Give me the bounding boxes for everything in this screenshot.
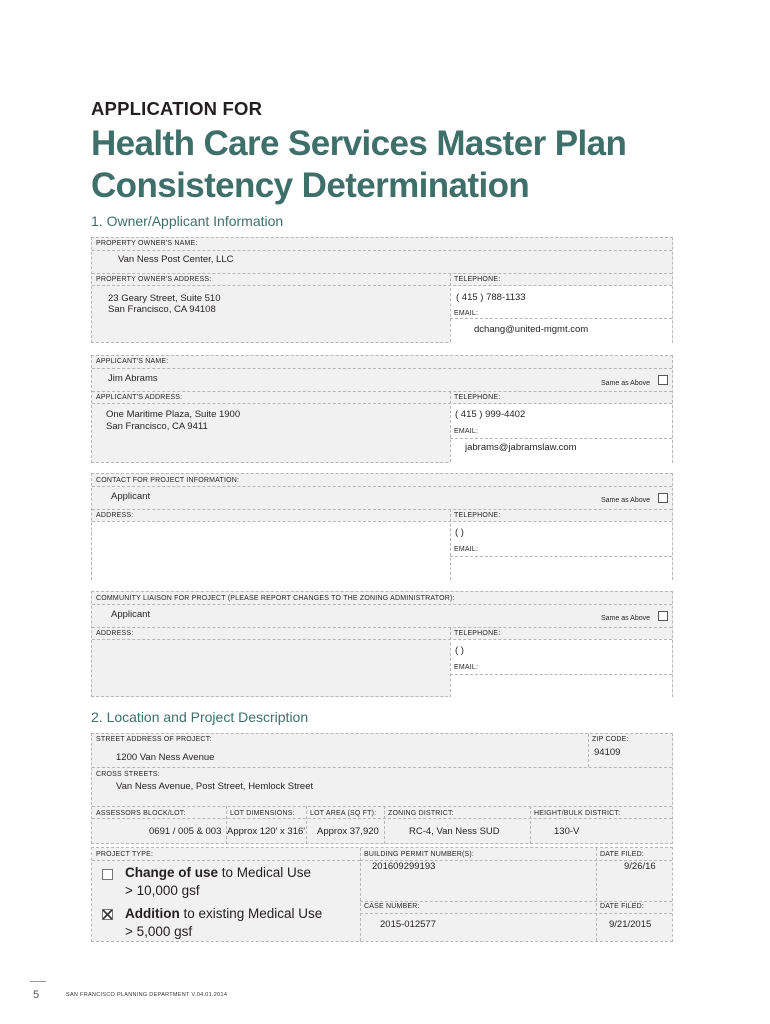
case-date-field[interactable]: 9/21/2015: [609, 919, 652, 930]
permit-number-field[interactable]: 201609299193: [372, 861, 436, 872]
applicant-address-line1[interactable]: One Maritime Plaza, Suite 1900: [106, 409, 241, 420]
permit-date-field[interactable]: 9/26/16: [624, 861, 656, 872]
applicant-block: [91, 355, 673, 463]
addition-threshold: > 5,000 gsf: [125, 924, 193, 939]
contact-same-as-above-label: Same as Above: [601, 497, 651, 504]
contact-telephone-field[interactable]: ( ): [455, 527, 464, 538]
zip-code-label: ZIP CODE:: [592, 736, 629, 743]
applicant-name-label: APPLICANT'S NAME:: [96, 358, 169, 365]
owner-block: [91, 237, 673, 343]
street-address-label: STREET ADDRESS OF PROJECT:: [96, 736, 212, 743]
addition-option: [125, 905, 322, 923]
cross-streets-field[interactable]: Van Ness Avenue, Post Street, Hemlock Street: [116, 781, 314, 792]
applicant-address-line2[interactable]: San Francisco, CA 9411: [106, 421, 208, 432]
case-date-label: DATE FILED:: [600, 903, 645, 910]
applicant-email-field[interactable]: jabrams@jabramslaw.com: [465, 442, 577, 453]
applicant-address-label: APPLICANT'S ADDRESS:: [96, 394, 183, 401]
block-lot-field[interactable]: 0691 / 005 & 003: [149, 826, 222, 837]
page-number: 5: [33, 989, 40, 1001]
liaison-same-as-above-label: Same as Above: [601, 615, 651, 622]
case-number-label: CASE NUMBER:: [364, 903, 420, 910]
liaison-same-as-above-checkbox[interactable]: [658, 611, 668, 621]
page-title-line1: Health Care Services Master Plan: [91, 124, 627, 163]
page-title-line2: Consistency Determination: [91, 166, 530, 205]
contact-block: [91, 473, 673, 580]
owner-telephone-label: TELEPHONE:: [454, 276, 501, 283]
liaison-address-label: ADDRESS:: [96, 630, 134, 637]
zoning-district-field[interactable]: RC-4, Van Ness SUD: [409, 826, 500, 837]
contact-address-label: ADDRESS:: [96, 512, 134, 519]
liaison-email-label: EMAIL:: [454, 664, 479, 671]
owner-name-label: PROPERTY OWNER'S NAME:: [96, 240, 198, 247]
contact-same-as-above-checkbox[interactable]: [658, 493, 668, 503]
liaison-block: [91, 591, 673, 697]
cross-streets-label: CROSS STREETS:: [96, 771, 160, 778]
contact-email-label: EMAIL:: [454, 546, 479, 553]
contact-label: CONTACT FOR PROJECT INFORMATION:: [96, 477, 240, 484]
section-heading-owner: 1. Owner/Applicant Information: [91, 213, 284, 229]
addition-title: Addition: [125, 906, 180, 921]
permit-date-label: DATE FILED:: [600, 851, 645, 858]
applicant-email-label: EMAIL:: [454, 428, 479, 435]
applicant-same-as-above-label: Same as Above: [601, 380, 651, 387]
change-of-use-checkbox[interactable]: [102, 869, 113, 880]
change-of-use-desc: to Medical Use: [218, 865, 312, 880]
liaison-label: COMMUNITY LIAISON FOR PROJECT (PLEASE REPORT CHANGES TO THE ZONING ADMINISTRATOR):: [96, 595, 455, 602]
applicant-telephone-label: TELEPHONE:: [454, 394, 501, 401]
change-of-use-option: [125, 864, 311, 882]
lot-area-field[interactable]: Approx 37,920: [317, 826, 379, 837]
lot-area-label: LOT AREA (SQ FT):: [310, 810, 377, 817]
owner-address-line1[interactable]: 23 Geary Street, Suite 510: [108, 293, 221, 304]
addition-checkbox[interactable]: [102, 909, 113, 920]
contact-telephone-label: TELEPHONE:: [454, 512, 501, 519]
location-block: [91, 733, 673, 844]
liaison-name-field[interactable]: Applicant: [111, 609, 151, 620]
zip-code-field[interactable]: 94109: [594, 747, 621, 758]
owner-email-label: EMAIL:: [454, 310, 479, 317]
change-of-use-title: Change of use: [125, 865, 219, 880]
change-of-use-threshold: > 10,000 gsf: [125, 883, 200, 898]
owner-address-line2[interactable]: San Francisco, CA 94108: [108, 304, 216, 315]
height-bulk-field[interactable]: 130-V: [554, 826, 580, 837]
contact-name-field[interactable]: Applicant: [111, 491, 151, 502]
liaison-telephone-field[interactable]: ( ): [455, 645, 464, 656]
block-lot-label: ASSESSORS BLOCK/LOT:: [96, 810, 186, 817]
footer-rule: [30, 981, 46, 982]
applicant-name-field[interactable]: Jim Abrams: [108, 373, 158, 384]
project-type-block: [91, 847, 673, 942]
zoning-district-label: ZONING DISTRICT:: [388, 810, 454, 817]
lot-dimensions-label: LOT DIMENSIONS:: [230, 810, 295, 817]
liaison-telephone-label: TELEPHONE:: [454, 630, 501, 637]
applicant-same-as-above-checkbox[interactable]: [658, 375, 668, 385]
owner-address-label: PROPERTY OWNER'S ADDRESS:: [96, 276, 212, 283]
lot-dimensions-field[interactable]: Approx 120' x 316': [227, 826, 306, 837]
check-x-icon: [102, 909, 113, 920]
footer-department: SAN FRANCISCO PLANNING DEPARTMENT V.04.01.2014: [66, 992, 228, 998]
height-bulk-label: HEIGHT/BULK DISTRICT:: [534, 810, 621, 817]
permit-number-label: BUILDING PERMIT NUMBER(S):: [364, 851, 475, 858]
section-heading-location: 2. Location and Project Description: [91, 709, 309, 725]
addition-desc: to existing Medical Use: [179, 906, 323, 921]
pre-title: APPLICATION FOR: [91, 98, 263, 119]
project-type-label: PROJECT TYPE:: [96, 851, 154, 858]
case-number-field[interactable]: 2015-012577: [380, 919, 436, 930]
street-address-field[interactable]: 1200 Van Ness Avenue: [116, 752, 215, 763]
owner-email-field[interactable]: dchang@united-mgmt.com: [474, 324, 589, 335]
owner-name-field[interactable]: Van Ness Post Center, LLC: [118, 254, 234, 265]
applicant-telephone-field[interactable]: ( 415 ) 999-4402: [455, 409, 526, 420]
owner-telephone-field[interactable]: ( 415 ) 788-1133: [456, 292, 526, 303]
